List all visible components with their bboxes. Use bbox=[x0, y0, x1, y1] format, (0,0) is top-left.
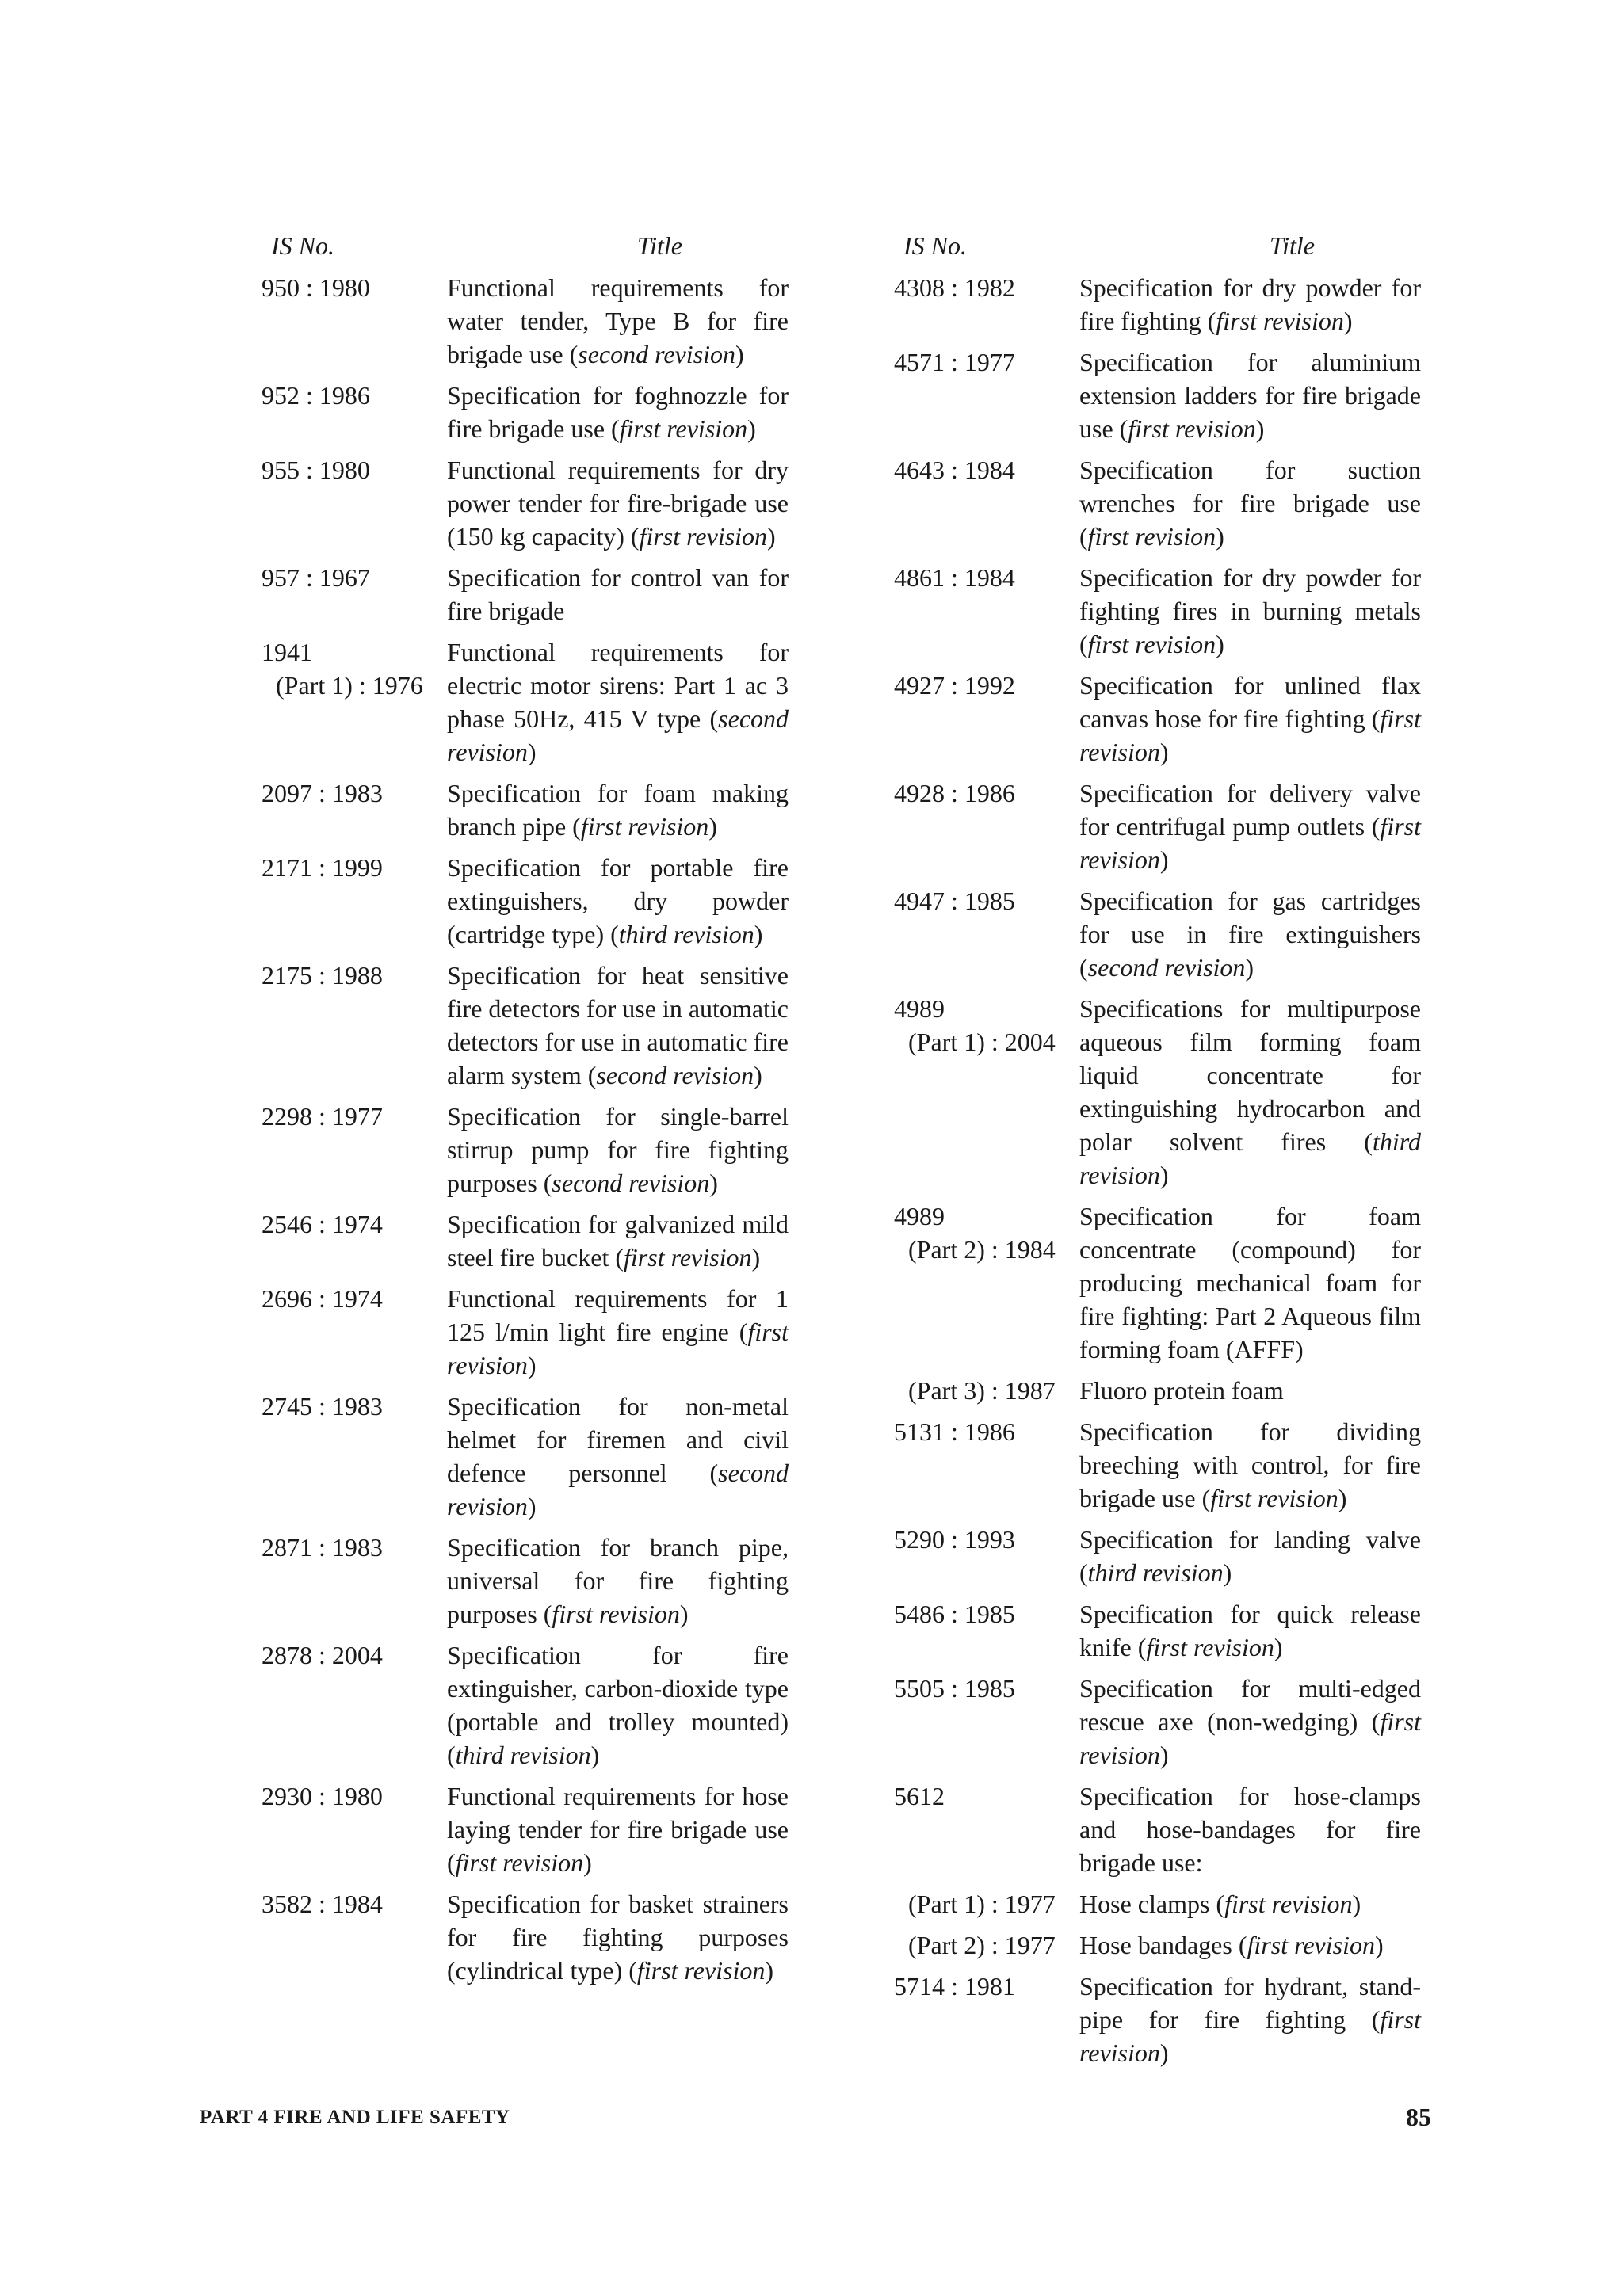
standard-entry bbox=[262, 271, 868, 371]
standard-title-text: Specification for landing valve bbox=[1079, 1525, 1421, 1554]
is-number bbox=[262, 1282, 447, 1382]
is-number bbox=[262, 851, 447, 951]
revision-note: second revision bbox=[447, 1459, 789, 1520]
standard-title bbox=[1079, 1374, 1421, 1407]
is-number-value: 4861 : 1984 bbox=[894, 563, 1015, 592]
is-number bbox=[262, 959, 447, 1092]
is-number-value: 4928 : 1986 bbox=[894, 779, 1015, 807]
is-number bbox=[894, 1928, 1079, 1962]
standard-title-text: Specification for galvanized mild steel fire bucket bbox=[447, 1210, 789, 1272]
revision-note: first revision bbox=[639, 522, 768, 551]
is-number bbox=[894, 1970, 1079, 2069]
right-column bbox=[894, 230, 1500, 2077]
revision-note: first revision bbox=[455, 1848, 584, 1877]
is-number bbox=[262, 453, 447, 553]
is-part-number: (Part 1) : 1976 bbox=[276, 671, 423, 700]
is-number bbox=[894, 271, 1079, 338]
standard-title: Specification for portable fire extinguishers, dry powder (cartridge type) (third revision) bbox=[447, 853, 789, 948]
revision-note: first revision bbox=[619, 414, 748, 443]
standard-entry bbox=[894, 561, 1500, 661]
revision-note: first revision bbox=[1087, 522, 1216, 551]
revision-note: first revision bbox=[1079, 704, 1421, 766]
page-number: 85 bbox=[1406, 2103, 1431, 2131]
standard-title-text: Specification for quick release knife bbox=[1079, 1600, 1421, 1661]
standard-title: Specification for dry powder for fighting fires in burning metals (first revision) bbox=[1079, 563, 1421, 658]
revision-note: first revision bbox=[1216, 307, 1344, 335]
is-number-value: 3582 : 1984 bbox=[262, 1890, 383, 1918]
is-number bbox=[894, 453, 1079, 553]
is-number bbox=[262, 1887, 447, 1987]
revision-note: first revision bbox=[1079, 2005, 1421, 2067]
standard-title: Specification for unlined flax canvas hose for fire fighting (first revision) bbox=[1079, 671, 1421, 766]
standard-entry bbox=[262, 776, 868, 843]
is-number bbox=[894, 884, 1079, 984]
is-number-value: 4571 : 1977 bbox=[894, 348, 1015, 376]
standard-title: Functional requirements for 1 125 l/min light fire engine (first revision) bbox=[447, 1284, 789, 1379]
standard-title-text: Specification for single-barrel stirrup pump for fire fighting purposes bbox=[447, 1102, 789, 1197]
standard-entry bbox=[894, 271, 1500, 338]
standard-title-text: Specification for control van for fire brigade bbox=[447, 563, 789, 625]
standard-title: Specification for heat sensitive fire detectors for use in automatic detectors for use in automatic fire alarm system (second revision) bbox=[447, 961, 789, 1089]
standard-entry bbox=[894, 1928, 1500, 1962]
is-number bbox=[894, 1374, 1079, 1407]
standard-title: Specification for non-metal helmet for firemen and civil defence personnel (second revision) bbox=[447, 1392, 789, 1520]
is-number bbox=[262, 1638, 447, 1772]
standard-title bbox=[1079, 1779, 1421, 1879]
is-number-value: 4989 bbox=[894, 1202, 945, 1230]
is-part-number: (Part 1) : 1977 bbox=[908, 1890, 1056, 1918]
standard-title: Specification for landing valve (third revision) bbox=[1079, 1525, 1421, 1587]
revision-note: first revision bbox=[1224, 1890, 1353, 1918]
is-number bbox=[262, 561, 447, 627]
is-number bbox=[894, 1199, 1079, 1366]
is-number-value: 2175 : 1988 bbox=[262, 961, 383, 990]
standard-title: Specification for dividing breeching with control, for fire brigade use (first revision) bbox=[1079, 1417, 1421, 1512]
standard-title: Functional requirements for water tender, Type B for fire brigade use (second revision) bbox=[447, 273, 789, 368]
standard-title: Specification for aluminium extension ladders for fire brigade use (first revision) bbox=[1079, 348, 1421, 443]
revision-note: second revision bbox=[552, 1169, 710, 1197]
standard-entry bbox=[262, 959, 868, 1092]
is-number-value: 2871 : 1983 bbox=[262, 1533, 383, 1562]
standard-title: Specification for quick release knife (first revision) bbox=[1079, 1600, 1421, 1661]
is-number bbox=[262, 1531, 447, 1630]
is-number bbox=[894, 1523, 1079, 1589]
standard-title: Specification for galvanized mild steel fire bucket (first revision) bbox=[447, 1210, 789, 1272]
standard-title-text: Specification for non-metal helmet for firemen and civil defence personnel bbox=[447, 1392, 789, 1487]
is-number-value: 2696 : 1974 bbox=[262, 1284, 383, 1313]
standard-title-text: Specifications for multipurpose aqueous film forming foam liquid concentrate for extinguishing hydrocarbon and polar solvent fires bbox=[1079, 994, 1421, 1156]
standard-entry bbox=[894, 1970, 1500, 2069]
standard-title: Specification for fire extinguisher, carbon-dioxide type (portable and trolley mounted) (third revision) bbox=[447, 1641, 789, 1769]
standard-entry bbox=[894, 884, 1500, 984]
standard-title: Specification for single-barrel stirrup pump for fire fighting purposes (second revision) bbox=[447, 1102, 789, 1197]
footer-section-label: PART 4 FIRE AND LIFE SAFETY bbox=[200, 2107, 510, 2128]
standard-title: Specification for foam making branch pipe (first revision) bbox=[447, 779, 789, 841]
standard-title-text: Specification for aluminium extension ladders for fire brigade use bbox=[1079, 348, 1421, 443]
is-number-value: 4927 : 1992 bbox=[894, 671, 1015, 700]
is-number-value: 4643 : 1984 bbox=[894, 456, 1015, 484]
standard-entry bbox=[262, 1887, 868, 1987]
standard-title-text: Specification for delivery valve for centrifugal pump outlets bbox=[1079, 779, 1421, 841]
revision-note: first revision bbox=[1146, 1633, 1274, 1661]
standard-title-text: Specification for foam concentrate (compound) for producing mechanical foam for fire fighting: Part 2 Aqueous film forming foam (AFFF) bbox=[1079, 1202, 1421, 1363]
is-number-value: 2546 : 1974 bbox=[262, 1210, 383, 1238]
standard-entry bbox=[894, 669, 1500, 769]
standard-title-text: Specification for multi-edged rescue axe (non-wedging) bbox=[1079, 1674, 1421, 1736]
standard-title-text: Hose clamps bbox=[1079, 1890, 1210, 1918]
standard-title-text: Specification for portable fire extinguishers, dry powder (cartridge type) bbox=[447, 853, 789, 948]
revision-note: first revision bbox=[580, 812, 709, 841]
is-number-value: 2298 : 1977 bbox=[262, 1102, 383, 1131]
revision-note: second revision bbox=[596, 1061, 754, 1089]
is-number-value: 2745 : 1983 bbox=[262, 1392, 383, 1421]
is-number-value: 5612 bbox=[894, 1782, 945, 1810]
revision-note: second revision bbox=[447, 704, 789, 766]
is-number-value: 5505 : 1985 bbox=[894, 1674, 1015, 1703]
is-number-value: 4989 bbox=[894, 994, 945, 1023]
is-number-value: 5486 : 1985 bbox=[894, 1600, 1015, 1628]
is-number-value: 950 : 1980 bbox=[262, 273, 370, 302]
standard-entry bbox=[262, 1638, 868, 1772]
standard-title: Functional requirements for electric motor sirens: Part 1 ac 3 phase 50Hz, 415 V type (second revision) bbox=[447, 638, 789, 766]
standard-title-text: Specification for heat sensitive fire detectors for use in automatic detectors for use in automatic fire alarm system bbox=[447, 961, 789, 1089]
is-number-value: 5131 : 1986 bbox=[894, 1417, 1015, 1446]
revision-note: first revision bbox=[1087, 630, 1216, 658]
standard-entry bbox=[894, 453, 1500, 553]
standard-entry bbox=[894, 345, 1500, 445]
standard-entry bbox=[262, 851, 868, 951]
is-part-number: (Part 3) : 1987 bbox=[908, 1376, 1056, 1405]
is-number bbox=[894, 1779, 1079, 1879]
standard-entry bbox=[894, 1887, 1500, 1920]
standard-title-text: Specification for gas cartridges for use in fire extinguishers bbox=[1079, 887, 1421, 948]
revision-note: first revision bbox=[1210, 1484, 1338, 1512]
standard-entry bbox=[894, 776, 1500, 876]
is-no-heading: IS No. bbox=[271, 231, 334, 260]
standard-title: Specification for multi-edged rescue axe (non-wedging) (first revision) bbox=[1079, 1674, 1422, 1769]
standard-entry bbox=[894, 1672, 1500, 1772]
standard-title-text: Specification for foam making branch pipe bbox=[447, 779, 789, 841]
standard-entry bbox=[262, 1779, 868, 1879]
is-number-value: 2878 : 2004 bbox=[262, 1641, 383, 1669]
standard-title: Specification for delivery valve for centrifugal pump outlets (first revision) bbox=[1079, 779, 1422, 874]
revision-note: first revision bbox=[552, 1600, 680, 1628]
standard-entry bbox=[894, 1199, 1500, 1366]
standard-title bbox=[1079, 1199, 1421, 1366]
is-number-value: 5290 : 1993 bbox=[894, 1525, 1015, 1554]
is-number bbox=[262, 271, 447, 371]
standard-title: Specification for suction wrenches for fire brigade use (first revision) bbox=[1079, 456, 1421, 551]
standard-entry bbox=[262, 1207, 868, 1274]
is-number-value: 2930 : 1980 bbox=[262, 1782, 383, 1810]
left-standards-list bbox=[262, 271, 868, 1987]
left-column-header bbox=[262, 230, 868, 271]
standard-title: Specifications for multipurpose aqueous film forming foam liquid concentrate for extinguishing hydrocarbon and polar solvent fires (third revision) bbox=[1079, 994, 1422, 1189]
revision-note: second revision bbox=[578, 340, 736, 368]
is-number-value: 2171 : 1999 bbox=[262, 853, 383, 882]
is-number-value: 952 : 1986 bbox=[262, 381, 370, 410]
is-number bbox=[262, 635, 447, 769]
standard-title-text: Specification for branch pipe, universal for fire fighting purposes bbox=[447, 1533, 789, 1628]
standard-title: Specification for foghnozzle for fire brigade use (first revision) bbox=[447, 381, 789, 443]
is-number bbox=[894, 345, 1079, 445]
standard-title-text: Functional requirements for 1 125 l/min light fire engine bbox=[447, 1284, 789, 1346]
revision-note: third revision bbox=[1087, 1558, 1224, 1587]
standard-title-text: Specification for fire extinguisher, carbon-dioxide type (portable and trolley mounted) bbox=[447, 1641, 789, 1736]
standard-entry bbox=[262, 635, 868, 769]
revision-note: first revision bbox=[624, 1243, 752, 1272]
standard-title-text: Functional requirements for dry power tender for fire-brigade use (150 kg capacity) bbox=[447, 456, 789, 551]
revision-note: third revision bbox=[455, 1741, 591, 1769]
standard-entry bbox=[262, 1531, 868, 1630]
standard-entry bbox=[262, 561, 868, 627]
is-part-number: (Part 2) : 1977 bbox=[908, 1931, 1056, 1959]
standard-title: Hose clamps (first revision) bbox=[1079, 1890, 1361, 1918]
is-number bbox=[262, 1207, 447, 1274]
revision-note: first revision bbox=[636, 1956, 766, 1985]
is-number-value: 4947 : 1985 bbox=[894, 887, 1015, 915]
revision-note: first revision bbox=[1128, 414, 1256, 443]
standard-entry bbox=[262, 453, 868, 553]
standard-entry bbox=[894, 1415, 1500, 1515]
right-column-header bbox=[894, 230, 1500, 271]
standard-entry bbox=[894, 1523, 1500, 1589]
is-number bbox=[894, 1672, 1079, 1772]
revision-note: first revision bbox=[1247, 1931, 1375, 1959]
standard-title: Specification for basket strainers for fire fighting purposes (cylindrical type) (first revision) bbox=[447, 1890, 789, 1985]
revision-note: second revision bbox=[1087, 953, 1246, 982]
standard-title: Functional requirements for hose laying tender for fire brigade use (first revision) bbox=[447, 1782, 789, 1877]
title-heading: Title bbox=[1270, 231, 1315, 260]
is-number bbox=[894, 1887, 1079, 1920]
revision-note: third revision bbox=[618, 920, 754, 948]
standard-title bbox=[447, 561, 789, 627]
is-number bbox=[894, 1597, 1079, 1664]
revision-note: first revision bbox=[1079, 812, 1422, 874]
revision-note: first revision bbox=[447, 1318, 789, 1379]
is-number-value: 1941 bbox=[262, 638, 312, 666]
standard-title-text: Specification for dry powder for fire fighting bbox=[1079, 273, 1421, 335]
left-column bbox=[262, 230, 868, 1995]
standard-title-text: Specification for hydrant, stand-pipe for fire fighting bbox=[1079, 1972, 1421, 2034]
is-number bbox=[262, 1100, 447, 1199]
standard-entry bbox=[262, 1282, 868, 1382]
is-number bbox=[894, 561, 1079, 661]
is-number-value: 4308 : 1982 bbox=[894, 273, 1015, 302]
standard-title-text: Specification for basket strainers for fire fighting purposes (cylindrical type) bbox=[447, 1890, 789, 1985]
is-number-value: 2097 : 1983 bbox=[262, 779, 383, 807]
standard-title: Specification for branch pipe, universal for fire fighting purposes (first revision) bbox=[447, 1533, 789, 1628]
is-number bbox=[262, 379, 447, 445]
standard-title-text: Fluoro protein foam bbox=[1079, 1376, 1284, 1405]
is-number bbox=[894, 992, 1079, 1192]
is-number bbox=[894, 1415, 1079, 1515]
standard-entry bbox=[894, 1779, 1500, 1879]
standard-title-text: Functional requirements for electric motor sirens: Part 1 ac 3 phase 50Hz, 415 V type bbox=[447, 638, 789, 733]
is-part-number: (Part 2) : 1984 bbox=[908, 1235, 1056, 1264]
standard-entry bbox=[894, 1597, 1500, 1664]
standard-entry bbox=[894, 992, 1500, 1192]
standard-title: Specification for gas cartridges for use in fire extinguishers (second revision) bbox=[1079, 887, 1421, 982]
standard-title-text: Specification for foghnozzle for fire brigade use bbox=[447, 381, 789, 443]
standard-title-text: Hose bandages bbox=[1079, 1931, 1232, 1959]
is-no-heading: IS No. bbox=[903, 231, 967, 260]
is-number bbox=[262, 776, 447, 843]
is-number-value: 957 : 1967 bbox=[262, 563, 370, 592]
standard-title: Specification for hydrant, stand-pipe for fire fighting (first revision) bbox=[1079, 1972, 1421, 2067]
standard-title-text: Functional requirements for water tender, Type B for fire brigade use bbox=[447, 273, 789, 368]
is-number bbox=[262, 1390, 447, 1523]
standard-entry bbox=[262, 379, 868, 445]
standard-title-text: Specification for hose-clamps and hose-bandages for fire brigade use: bbox=[1079, 1782, 1421, 1877]
title-heading: Title bbox=[637, 231, 682, 260]
standard-title-text: Specification for unlined flax canvas hose for fire fighting bbox=[1079, 671, 1421, 733]
is-number bbox=[894, 776, 1079, 876]
is-number-value: 5714 : 1981 bbox=[894, 1972, 1015, 2000]
standard-entry bbox=[262, 1390, 868, 1523]
is-part-number: (Part 1) : 2004 bbox=[908, 1028, 1056, 1056]
revision-note: first revision bbox=[1079, 1707, 1422, 1769]
revision-note: third revision bbox=[1079, 1127, 1422, 1189]
is-number bbox=[262, 1779, 447, 1879]
standard-title-text: Functional requirements for hose laying tender for fire brigade use bbox=[447, 1782, 789, 1844]
standard-entry bbox=[262, 1100, 868, 1199]
standard-title-text: Specification for dry powder for fighting fires in burning metals bbox=[1079, 563, 1421, 625]
is-number bbox=[894, 669, 1079, 769]
standard-title: Specification for dry powder for fire fighting (first revision) bbox=[1079, 273, 1421, 335]
standard-entry bbox=[894, 1374, 1500, 1407]
standard-title-text: Specification for dividing breeching with control, for fire brigade use bbox=[1079, 1417, 1421, 1512]
is-number-value: 955 : 1980 bbox=[262, 456, 370, 484]
right-standards-list bbox=[894, 271, 1500, 2069]
standard-title: Functional requirements for dry power tender for fire-brigade use (150 kg capacity) (first revision) bbox=[447, 456, 789, 551]
standard-title-text: Specification for suction wrenches for fire brigade use bbox=[1079, 456, 1421, 517]
standard-title: Hose bandages (first revision) bbox=[1079, 1931, 1384, 1959]
